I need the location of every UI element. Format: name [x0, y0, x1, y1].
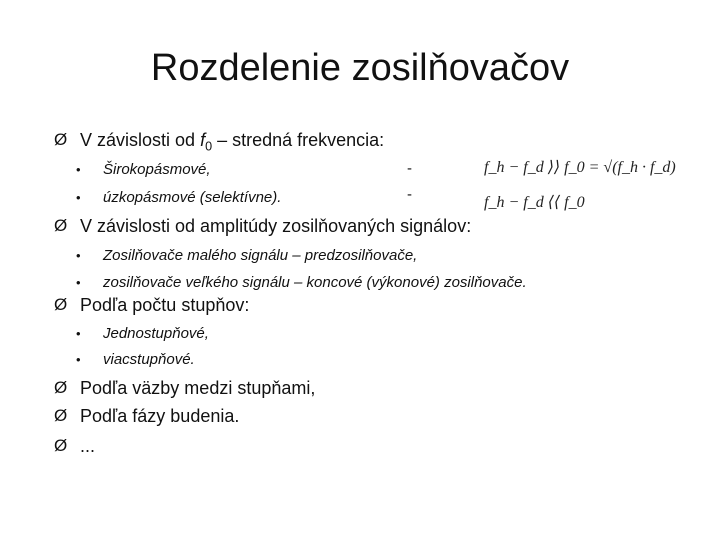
arrow-bullet-icon: Ø — [54, 216, 68, 235]
list-item — [54, 294, 249, 316]
f-symbol: f — [200, 130, 206, 150]
list-item — [54, 435, 95, 457]
item-text: Jednostupňové, — [103, 325, 209, 342]
arrow-bullet-icon: Ø — [54, 295, 68, 314]
sub-list-item — [76, 350, 195, 370]
list-item — [54, 405, 239, 427]
list-item — [54, 377, 315, 399]
sub-list-item — [76, 188, 281, 208]
list-item — [54, 215, 471, 237]
item-text: viacstupňové. — [103, 351, 195, 368]
section-text: Podľa fázy budenia. — [80, 406, 240, 426]
bullet-icon: • — [76, 162, 81, 177]
dash: - — [407, 160, 412, 177]
arrow-bullet-icon: Ø — [54, 130, 68, 149]
section-text: V závislosti od — [80, 130, 201, 150]
formula-wideband: f_h − f_d ⟩⟩ f_0 = √(f_h · f_d) — [484, 159, 676, 176]
bullet-icon: • — [76, 190, 81, 205]
formula-narrowband: f_h − f_d ⟨⟨ f_0 — [484, 194, 585, 211]
dash: - — [407, 186, 412, 203]
bullet-icon: • — [76, 326, 81, 341]
slide-title: Rozdelenie zosilňovačov — [150, 47, 570, 89]
arrow-bullet-icon: Ø — [54, 436, 68, 455]
sub-list-item — [76, 273, 527, 293]
f-subscript: 0 — [205, 139, 213, 154]
sub-list-item — [76, 160, 211, 180]
sub-list-item — [76, 246, 417, 266]
list-item — [54, 129, 384, 158]
section-text: Podľa počtu stupňov: — [80, 295, 250, 315]
item-text: Zosilňovače malého signálu – predzosilňovače, — [103, 247, 418, 264]
section-text: Podľa väzby medzi stupňami, — [80, 378, 316, 398]
item-text: úzkopásmové (selektívne). — [103, 189, 282, 206]
bullet-icon: • — [76, 275, 81, 290]
section-text-after: – stredná frekvencia: — [212, 130, 385, 150]
section-text: V závislosti od amplitúdy zosilňovaných signálov: — [80, 216, 472, 236]
section-text: ... — [80, 436, 96, 456]
item-text: Širokopásmové, — [103, 161, 211, 178]
bullet-icon: • — [76, 352, 81, 367]
sub-list-item — [76, 324, 209, 344]
bullet-icon: • — [76, 248, 81, 263]
item-text: zosilňovače veľkého signálu – koncové (výkonové) zosilňovače. — [103, 274, 527, 291]
arrow-bullet-icon: Ø — [54, 378, 68, 397]
arrow-bullet-icon: Ø — [54, 406, 68, 425]
